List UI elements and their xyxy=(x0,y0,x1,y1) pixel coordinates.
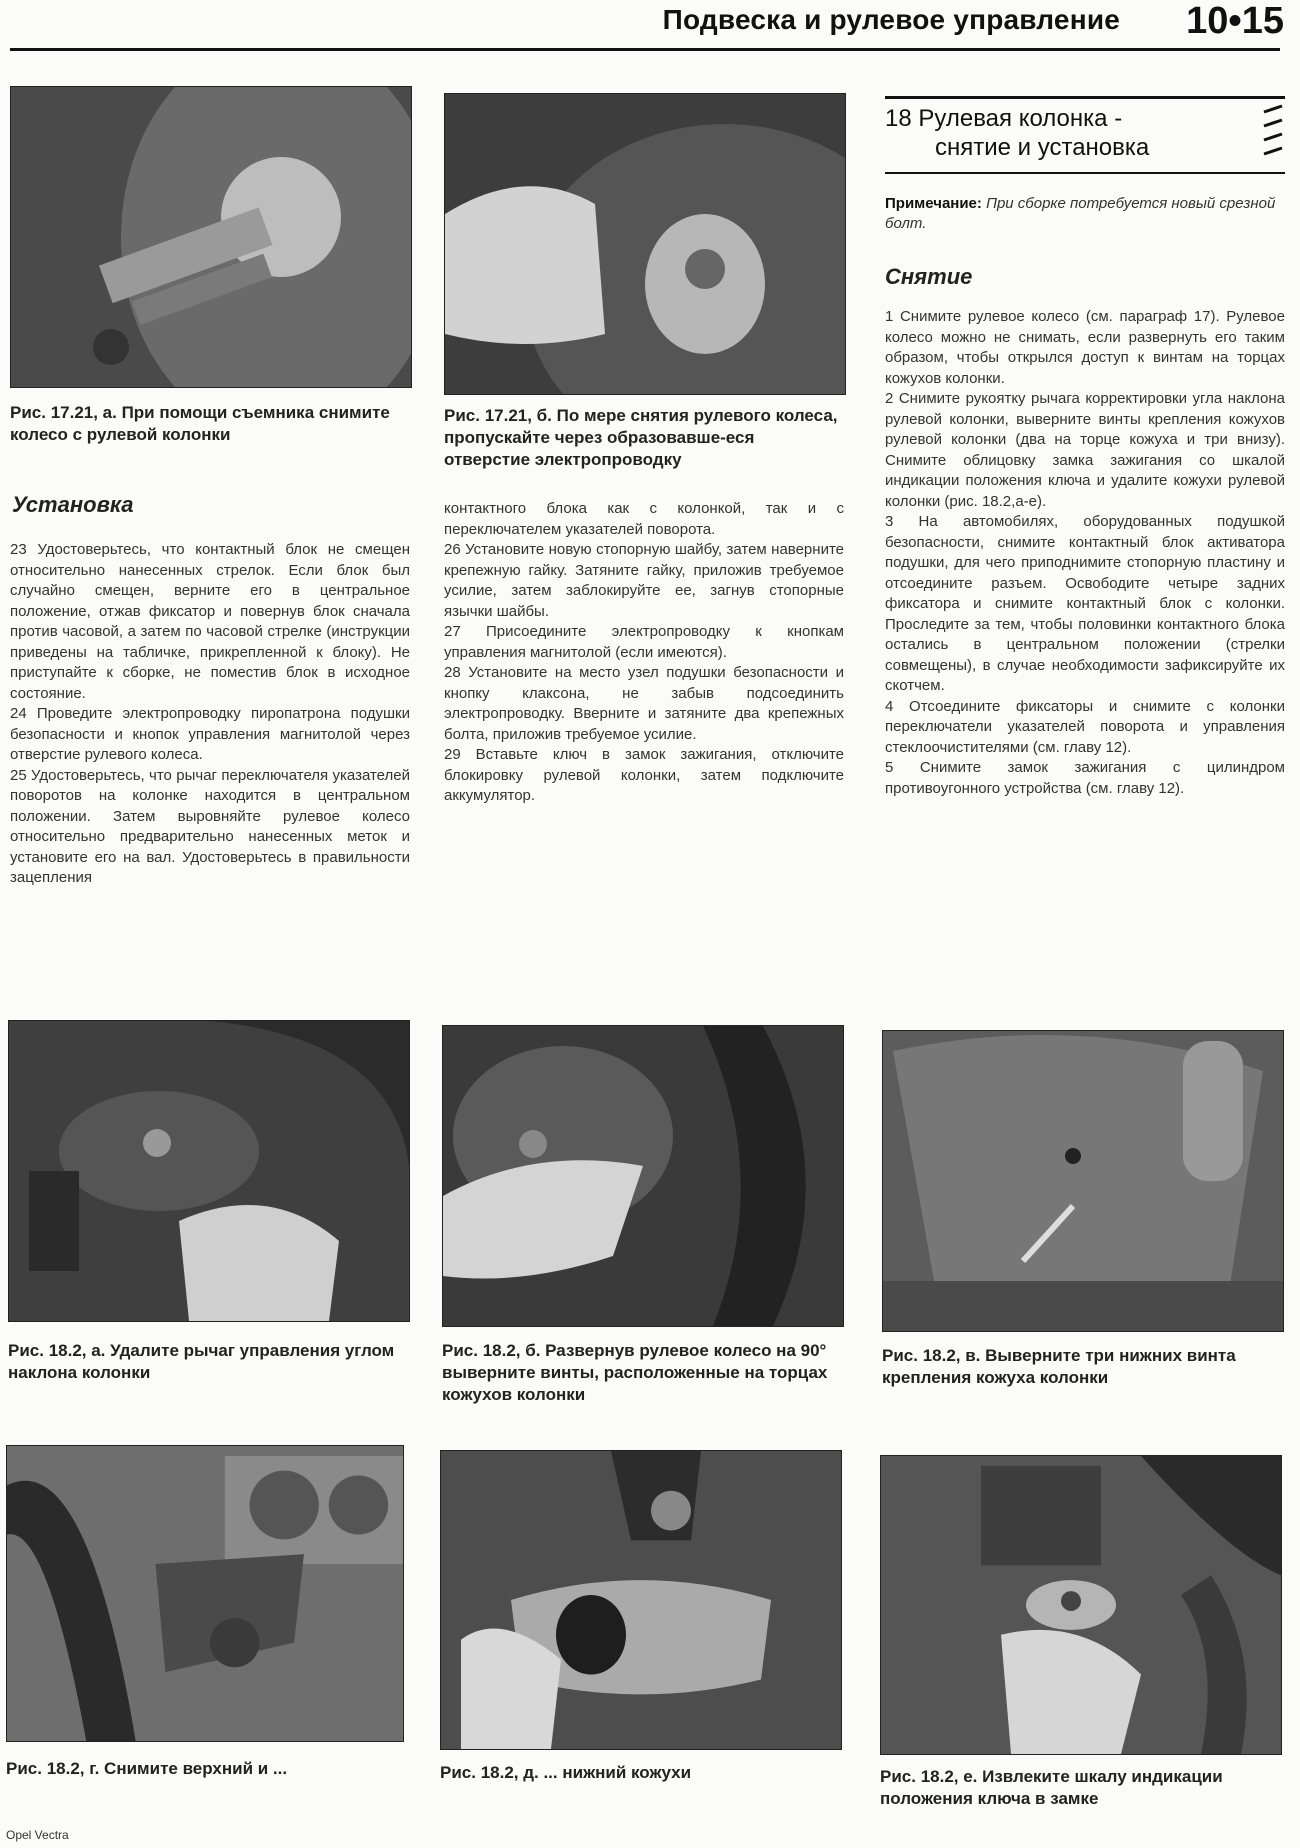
photo-18-2b xyxy=(442,1025,844,1327)
section-18-title xyxy=(885,104,1265,162)
photo-18-2d xyxy=(440,1450,842,1750)
caption-fig-18-2d: Рис. 18.2, д. ... нижний кожухи xyxy=(440,1763,692,1782)
page-header-title: Подвеска и рулевое управление xyxy=(662,4,1120,35)
wrench-icon xyxy=(1262,104,1284,164)
section-18-note xyxy=(885,194,1285,234)
photo-18-2e xyxy=(880,1455,1282,1755)
section-18-top-rule xyxy=(885,96,1285,99)
header-rule xyxy=(10,48,1280,51)
installation-text-col1: 23 Удостоверьтесь, что контактный блок не смещен относительно нанесенных стрелок. Если блок был случайно смещен, верните его в центральное положение, отжав фиксатор и повернув блок сначала против часовой, а затем по часовой стрелке (инструкции приведены на табличке, прикрепленной к блоку). Не приступайте к сборке, не поместив блок в исходное состояние. 24 Проведите электропроводку пиропатрона подушки безопасности и кнопок управления магнитолой через отверстие рулевого колеса. 25 Удостоверьтесь, что рычаг переключателя указателей поворотов на колонке находится в центральном положении. Затем выровняйте рулевое колесо относительно предварительно нанесенных меток и установите его на вал. Удостоверьтесь в правильности зацепления xyxy=(10,541,410,886)
note-label: Примечание: xyxy=(885,195,982,212)
photo-18-2v xyxy=(882,1030,1284,1332)
photo-17-21b xyxy=(444,93,846,395)
caption-fig-18-2a: Рис. 18.2, а. Удалите рычаг управления углом наклона колонки xyxy=(8,1341,395,1382)
removal-heading: Снятие xyxy=(885,264,973,289)
installation-heading: Установка xyxy=(12,492,134,517)
caption-fig-18-2g: Рис. 18.2, г. Снимите верхний и ... xyxy=(6,1759,288,1778)
caption-fig-18-2v: Рис. 18.2, в. Выверните три нижних винта крепления кожуха колонки xyxy=(882,1346,1236,1387)
section-18-title-line2: снятие и установка xyxy=(935,134,1150,161)
caption-fig-18-2b: Рис. 18.2, б. Развернув рулевое колесо на 90° выверните винты, расположенные на торцах кожухов колонки xyxy=(442,1341,828,1404)
note-text: При сборке потребуется новый срезной болт. xyxy=(885,195,1276,232)
photo-17-21a xyxy=(10,86,412,388)
caption-fig-17-21b: Рис. 17.21, б. По мере снятия рулевого колеса, пропускайте через образовавше-еся отверстие электропроводку xyxy=(444,406,838,469)
section-18-title-line1: 18 Рулевая колонка - xyxy=(885,105,1123,132)
installation-text-col2: контактного блока как с колонкой, так и с переключателем указателей поворота. 26 Установите новую стопорную шайбу, затем наверните крепежную гайку. Затяните гайку, приложив требуемое усилие, затем заблокируйте ее, загнув стопорные язычки шайбы. 27 Присоедините электропроводку к кнопкам управления магнитолой (если имеются). 28 Установите на место узел подушки безопасности и кнопку клаксона, не забыв подсоединить электропроводку. Вверните и затяните два крепежных болта, приложив требуемое усилие. 29 Вставьте ключ в замок зажигания, отключите блокировку рулевой колонки, затем подключите аккумулятор. xyxy=(444,500,844,804)
photo-18-2g xyxy=(6,1445,404,1742)
photo-18-2a xyxy=(8,1020,410,1322)
footer-model: Opel Vectra xyxy=(6,1828,69,1842)
caption-fig-17-21a: Рис. 17.21, а. При помощи съемника снимите колесо с рулевой колонки xyxy=(10,403,390,444)
section-18-bottom-rule xyxy=(885,172,1285,174)
caption-fig-18-2e: Рис. 18.2, е. Извлеките шкалу индикации положения ключа в замке xyxy=(880,1767,1223,1808)
page-number: 10•15 xyxy=(1186,0,1284,42)
removal-text: 1 Снимите рулевое колесо (см. параграф 17). Рулевое колесо можно не снимать, если развернуть его таким образом, чтобы открылся доступ к винтам на торцах кожухов колонки. 2 Снимите рукоятку рычага корректировки угла наклона рулевой колонки, выверните винты крепления кожухов рулевой колонки (два на торце кожуха и три внизу). Снимите облицовку замка зажигания со шкалой индикации положения ключа и удалите кожухи рулевой колонки (рис. 18.2,а-е). 3 На автомобилях, оборудованных подушкой безопасности, снимите контактный блок активатора подушки, для чего приподнимите стопорную пластину и отсоедините разъем. Освободите четыре задних фиксатора и снимите контактный блок с колонки. Проследите за тем, чтобы половинки контактного блока остались в центральном положении (стрелки совмещены), в случае необходимости зафиксируйте их скотчем. 4 Отсоедините фиксаторы и снимите с колонки переключатели указателей поворота и управления стеклоочистителями (см. главу 12). 5 Снимите замок зажигания с цилиндром противоугонного устройства (см. главу 12). xyxy=(885,308,1285,797)
